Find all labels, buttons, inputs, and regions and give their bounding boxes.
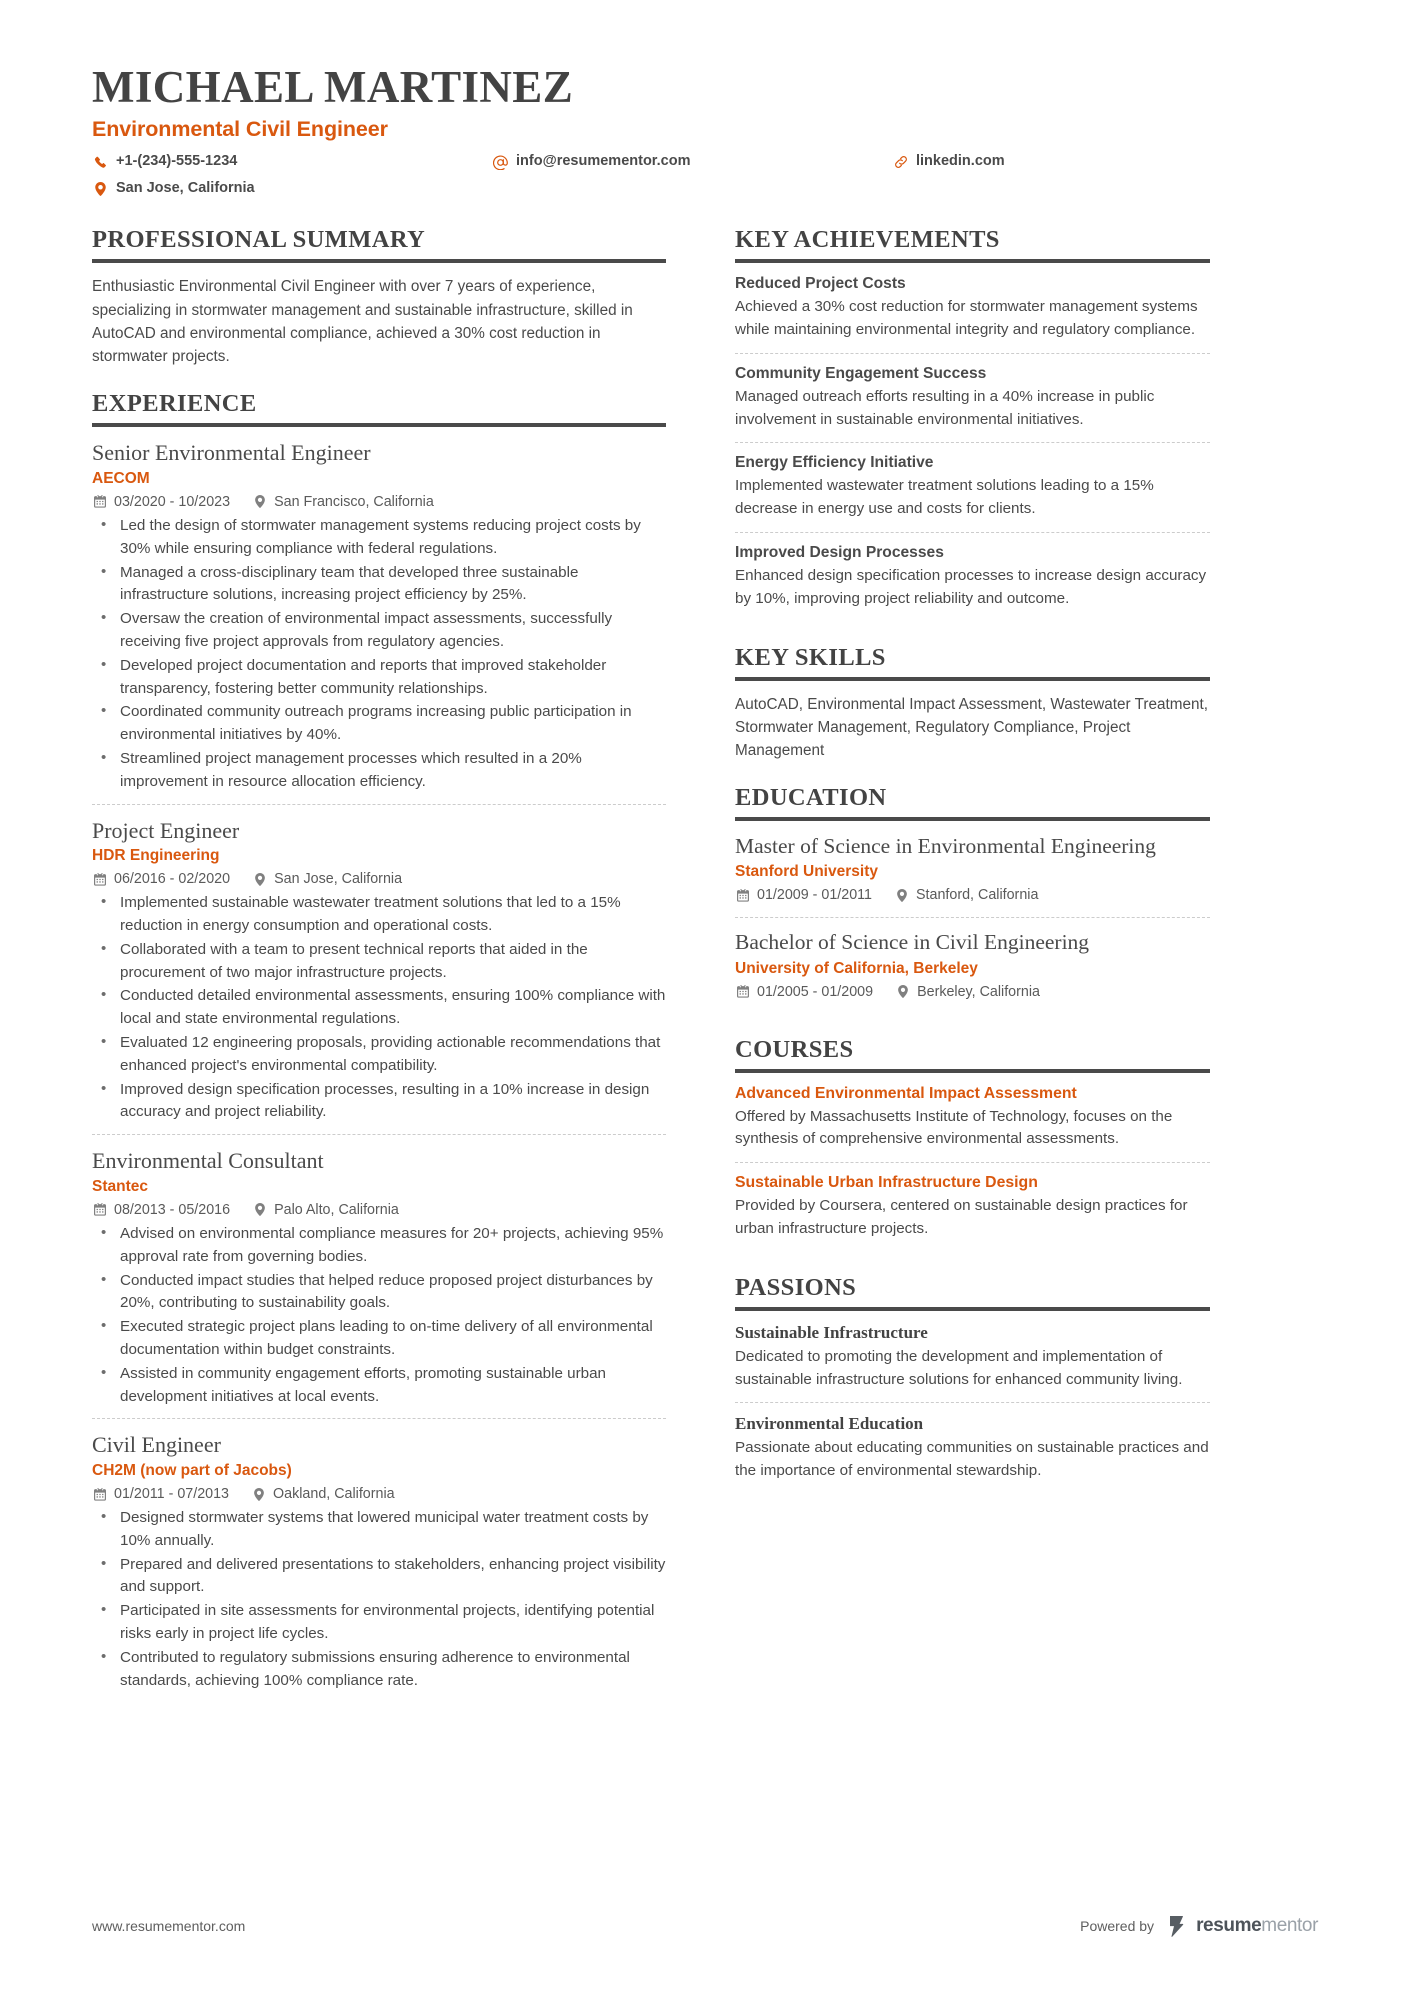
contact-column-right [892,150,1192,200]
section-education [735,784,1210,1013]
bullet-item: • Implemented sustainable wastewater treatment solutions that led to a 15% reduction in energy consumption and operational costs. [92,892,666,938]
calendar-icon [92,495,107,509]
left-column [92,226,702,1706]
experience-entry [92,1418,666,1702]
experience-dates-value: 06/2016 - 02/2020 [114,871,231,888]
experience-company: Stantec [92,1177,148,1195]
experience-location [251,1486,395,1502]
calendar-icon [92,872,107,886]
experience-meta [92,871,666,887]
contact-email[interactable] [492,150,892,173]
location-pin-icon [252,495,267,509]
experience-location-value: San Francisco, California [274,493,434,510]
bullet-item: • Oversaw the creation of environmental impact assessments, successfully receiving five project approvals from regulatory agencies. [92,608,666,654]
education-dates-value: 01/2009 - 01/2011 [757,887,873,904]
resumementor-mark-icon [1170,1916,1189,1937]
bullet-item: • Designed stormwater systems that lowered municipal water treatment costs by 10% annually. [92,1507,666,1553]
experience-job-title: Civil Engineer [92,1432,221,1458]
passion-title: Sustainable Infrastructure [735,1322,928,1342]
skills-text: AutoCAD, Environmental Impact Assessment, Wastewater Treatment, Stormwater Management, Regulatory Compliance, Project Management [735,695,1208,760]
footer-branding [1080,1915,1318,1937]
location-pin-icon [92,181,109,196]
experience-location-value: San Jose, California [274,871,403,888]
achievement-item [735,532,1210,622]
candidate-job-title: Environmental Civil Engineer [92,117,388,142]
bullet-item: • Advised on environmental compliance measures for 20+ projects, achieving 95% approval rate from governing bodies. [92,1223,666,1269]
experience-location-value: Palo Alto, California [274,1201,399,1218]
achievement-title: Reduced Project Costs [735,275,906,293]
location-pin-icon [895,985,910,999]
section-heading-skills: KEY SKILLS [735,644,1210,681]
brand-bold-part: resume [1196,1915,1262,1936]
link-icon [892,155,909,170]
candidate-name: MICHAEL MARTINEZ [92,62,574,112]
experience-dates-value: 08/2013 - 05/2016 [114,1201,231,1218]
contact-email-value: info@resumementor.com [516,153,691,170]
resume-header [92,62,1318,200]
bullet-item: • Conducted detailed environmental assessments, ensuring 100% compliance with local and state environmental regulations. [92,985,666,1031]
achievement-title: Improved Design Processes [735,544,944,562]
experience-meta [92,1202,666,1218]
contact-column-left [92,150,492,200]
resume-columns [92,226,1318,1706]
education-location [895,984,1040,1000]
education-location-value: Berkeley, California [917,983,1040,1000]
experience-company: HDR Engineering [92,847,220,865]
experience-job-title: Environmental Consultant [92,1148,324,1174]
section-heading-summary: PROFESSIONAL SUMMARY [92,226,666,263]
experience-dates [92,494,230,510]
section-courses [735,1036,1210,1252]
experience-entry [92,439,666,803]
section-heading-experience: EXPERIENCE [92,390,666,427]
contact-info [92,150,1318,200]
location-pin-icon [251,1487,266,1501]
passion-description: Dedicated to promoting the development and implementation of sustainable infrastructure solutions for enhanced community living. [735,1347,1183,1388]
experience-meta [92,1486,666,1502]
section-passions [735,1274,1210,1494]
course-item [735,1162,1210,1252]
education-meta [735,984,1210,1000]
achievement-item [735,442,1210,532]
contact-column-middle [492,150,892,200]
experience-bullets [92,892,666,1124]
achievement-description: Implemented wastewater treatment solutions leading to a 15% decrease in energy use and costs for clients. [735,477,1154,518]
bullet-item: • Evaluated 12 engineering proposals, providing actionable recommendations that enhanced project's environmental compatibility. [92,1032,666,1078]
experience-location [252,871,402,887]
contact-phone[interactable] [92,150,492,173]
education-item [735,917,1210,1013]
experience-job-title: Project Engineer [92,817,240,843]
phone-icon [92,155,109,170]
experience-company: CH2M (now part of Jacobs) [92,1462,292,1480]
experience-location-value: Oakland, California [273,1486,395,1503]
education-meta [735,887,1210,903]
experience-dates [92,871,230,887]
bullet-item: • Participated in site assessments for environmental projects, identifying potential risks early in project life cycles. [92,1600,666,1646]
bullet-item: • Collaborated with a team to present technical reports that aided in the procurement of two major infrastructure projects. [92,939,666,985]
calendar-icon [735,888,750,902]
course-item [735,1085,1210,1163]
location-pin-icon [252,872,267,886]
experience-bullets [92,1223,666,1408]
education-item [735,833,1210,917]
location-pin-icon [252,1203,267,1217]
course-title: Advanced Environmental Impact Assessment [735,1084,1077,1102]
experience-meta [92,494,666,510]
education-school: University of California, Berkeley [735,959,978,977]
experience-location [252,494,434,510]
achievement-description: Achieved a 30% cost reduction for stormwater management systems while maintaining environmental integrity and regulatory compliance. [735,298,1198,339]
experience-entry [92,1134,666,1418]
bullet-item: • Assisted in community engagement efforts, promoting sustainable urban development initiatives at local events. [92,1363,666,1409]
education-dates [735,887,872,903]
resumementor-logo [1170,1915,1318,1937]
bullet-item: • Improved design specification processes, resulting in a 10% increase in design accuracy and project reliability. [92,1079,666,1125]
bullet-item: • Managed a cross-disciplinary team that developed three sustainable infrastructure solutions, increasing project efficiency by 25%. [92,562,666,608]
summary-text: Enthusiastic Environmental Civil Engineer with over 7 years of experience, specializing in stormwater management and sustainable infrastructure, skilled in AutoCAD and environmental compliance, achieved a 30% cost reduction in stormwater projects. [92,278,633,366]
course-description: Offered by Massachusetts Institute of Technology, focuses on the synthesis of comprehensive environmental assessments. [735,1107,1173,1148]
education-location-value: Stanford, California [916,887,1039,904]
education-location [894,887,1038,903]
section-key-skills [735,644,1210,763]
experience-bullets [92,515,666,794]
bullet-item: • Coordinated community outreach programs increasing public participation in environmental initiatives by 40%. [92,701,666,747]
experience-dates [92,1202,230,1218]
bullet-item: • Contributed to regulatory submissions ensuring adherence to environmental standards, achieving 100% compliance rate. [92,1647,666,1693]
education-dates [735,984,873,1000]
course-title: Sustainable Urban Infrastructure Design [735,1174,1038,1192]
bullet-item: • Led the design of stormwater management systems reducing project costs by 30% while ensuring compliance with federal regulations. [92,515,666,561]
location-pin-icon [894,888,909,902]
passion-item [735,1402,1210,1494]
contact-location [92,177,492,200]
contact-linkedin[interactable] [892,150,1192,173]
achievement-item [735,275,1210,353]
experience-location [252,1202,399,1218]
experience-bullets [92,1507,666,1692]
bullet-item: • Executed strategic project plans leading to on-time delivery of all environmental documentation within budget constraints. [92,1316,666,1362]
powered-by-label: Powered by [1080,1918,1155,1934]
achievement-description: Enhanced design specification processes to increase design accuracy by 10%, improving project reliability and outcome. [735,567,1207,607]
passion-title: Environmental Education [735,1414,924,1434]
experience-job-title: Senior Environmental Engineer [92,440,371,466]
bullet-item: • Conducted impact studies that helped reduce proposed project disturbances by 20%, contributing to sustainability goals. [92,1270,666,1316]
experience-entry [92,804,666,1135]
education-school: Stanford University [735,863,878,881]
right-column [735,226,1210,1498]
experience-company: AECOM [92,469,150,487]
passion-description: Passionate about educating communities on sustainable practices and the importance of environmental stewardship. [735,1439,1209,1480]
footer-website[interactable]: www.resumementor.com [92,1918,246,1934]
resumementor-wordmark [1196,1915,1318,1937]
experience-dates-value: 03/2020 - 10/2023 [114,493,231,510]
achievement-item [735,353,1210,443]
calendar-icon [735,985,750,999]
contact-location-value: San Jose, California [116,179,255,196]
section-heading-passions: PASSIONS [735,1274,1210,1311]
achievement-title: Community Engagement Success [735,364,987,382]
education-degree: Master of Science in Environmental Engineering [735,834,1156,859]
email-at-icon [492,155,509,170]
section-heading-education: EDUCATION [735,784,1210,821]
section-key-achievements [735,226,1210,621]
bullet-item: • Streamlined project management processes which resulted in a 20% improvement in resource allocation efficiency. [92,748,666,794]
education-dates-value: 01/2005 - 01/2009 [757,983,874,1000]
contact-phone-value: +1-(234)-555-1234 [116,153,238,170]
brand-light-part: mentor [1261,1915,1318,1936]
section-heading-achievements: KEY ACHIEVEMENTS [735,226,1210,263]
section-heading-courses: COURSES [735,1036,1210,1073]
bullet-item: • Developed project documentation and reports that improved stakeholder transparency, fostering better community relationships. [92,655,666,701]
resume-footer [92,1915,1318,1937]
education-degree: Bachelor of Science in Civil Engineering [735,930,1090,955]
contact-linkedin-value: linkedin.com [916,153,1005,170]
passion-item [735,1323,1210,1403]
section-experience [92,390,666,1702]
section-professional-summary [92,226,666,368]
bullet-item: • Prepared and delivered presentations to stakeholders, enhancing project visibility and support. [92,1554,666,1600]
course-description: Provided by Coursera, centered on sustainable design practices for urban infrastructure projects. [735,1197,1188,1237]
experience-dates [92,1486,229,1502]
achievement-description: Managed outreach efforts resulting in a 40% increase in public involvement in sustainable environmental initiatives. [735,387,1155,428]
calendar-icon [92,1487,107,1501]
calendar-icon [92,1203,107,1217]
experience-dates-value: 01/2011 - 07/2013 [114,1486,230,1503]
achievement-title: Energy Efficiency Initiative [735,454,934,472]
